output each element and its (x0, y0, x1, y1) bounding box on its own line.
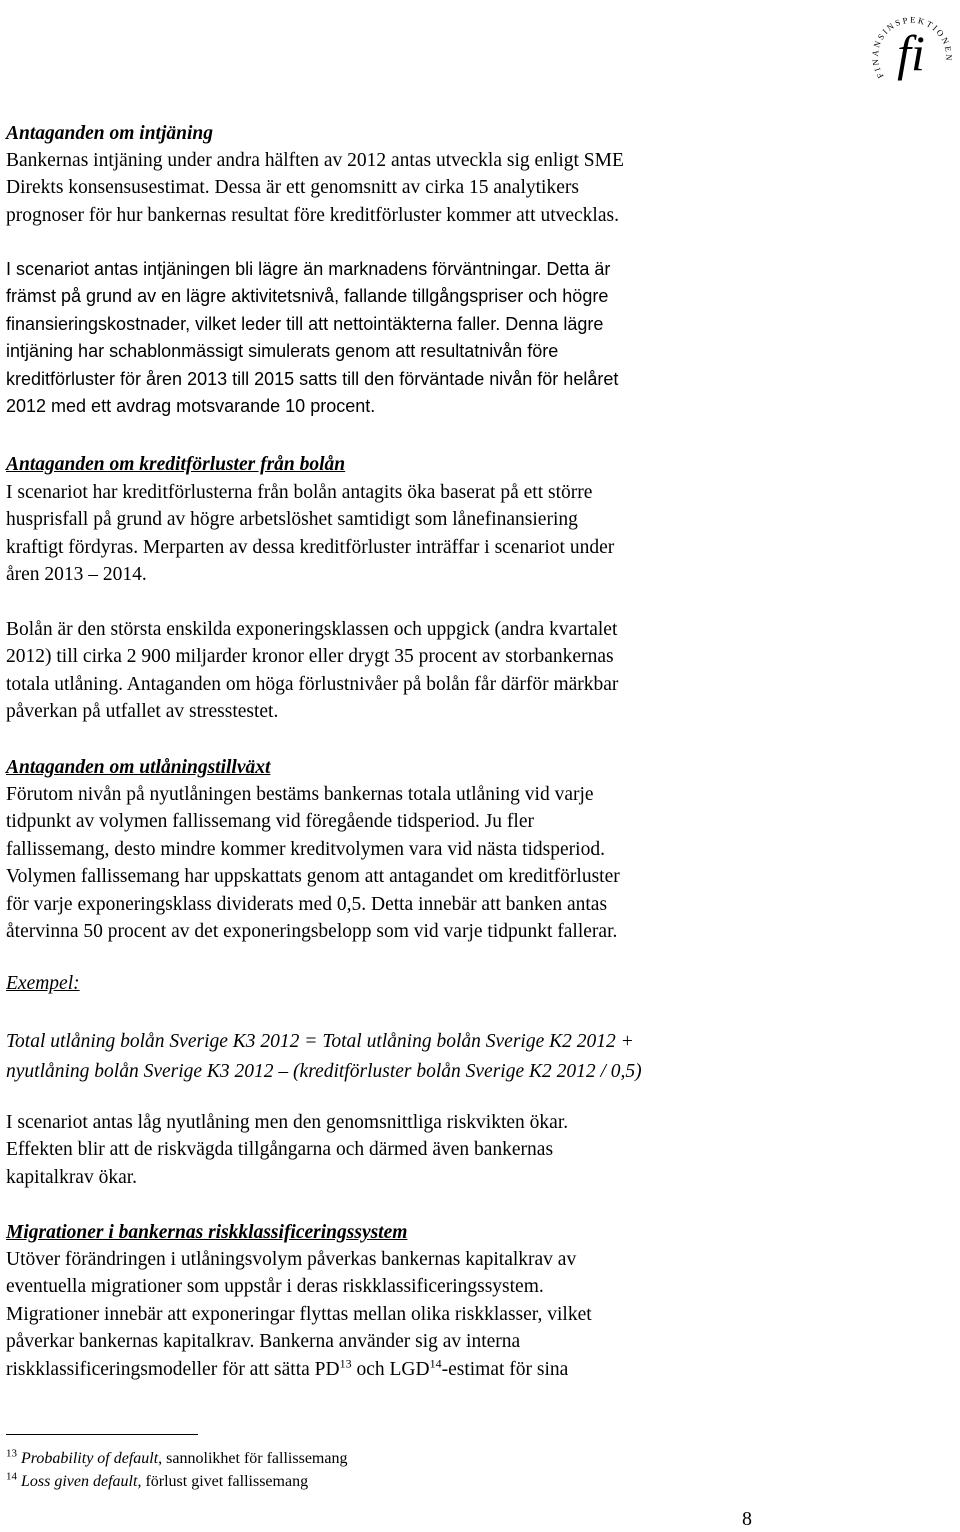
paragraph-migrationer-text: Utöver förändringen i utlåningsvolym påverkas bankernas kapitalkrav av eventuella migrationer som uppstår i deras riskklassificeringssystem. Migrationer innebär att exponeringar flyttas mellan olika riskklasser, vilket påverkar bankernas kapitalkrav. Bankerna använder sig av interna (6, 1249, 592, 1353)
paragraph-migrationer (6, 1246, 956, 1383)
footnote-13-text: , sannolikhet för fallissemang (158, 1450, 348, 1467)
paragraph-migrationer-last-mid: och LGD (351, 1358, 430, 1380)
footnote-14-text: , förlust givet fallissemang (137, 1473, 309, 1490)
paragraph-utlaningstillvaxt-1: Förutom nivån på nyutlåningen bestäms bankernas totala utlåning vid varje tidpunkt av volymen fallissemang vid föregående tidsperiod. Ju fler fallissemang, desto mindre kommer kreditvolymen vara vid nästa tidsperiod. Volymen fallissemang har uppskattats genom att antagandet om kreditförluster för varje exponeringsklass dividerats med 0,5. Detta innebär att banken antas återvinna 50 procent av det exponeringsbelopp som vid varje tidpunkt fallerar. (6, 784, 620, 943)
example-formula: Total utlåning bolån Sverige K3 2012 = Total utlåning bolån Sverige K2 2012 + nyutlåning bolån Sverige K3 2012 – (kreditförluster bolån Sverige K2 2012 / 0,5) (6, 1031, 642, 1082)
heading-utlaningstillvaxt: Antaganden om utlåningstillväxt (6, 757, 271, 778)
footnote-14-number: 14 (6, 1470, 17, 1483)
finansinspektionen-logo (868, 4, 954, 86)
heading-intjaning: Antaganden om intjäning (6, 123, 213, 144)
logo-arc-text: FINANSINSPEKTIONEN (869, 14, 954, 81)
paragraph-kreditforluster-1: I scenariot har kreditförlusterna från bolån antagits öka baserat på ett större husprisfall på grund av högre arbetslöshet samtidigt som lånefinansiering kraftigt fördyras. Merparten av dessa kreditförluster inträffar i scenariot under åren 2013 – 2014. (6, 482, 615, 586)
paragraph-utlaningstillvaxt-2: I scenariot antas låg nyutlåning men den genomsnittliga riskvikten ökar. Effekten blir att de riskvägda tillgångarna och därmed även bankernas kapitalkrav ökar. (6, 1112, 569, 1188)
footnote-divider (6, 1434, 198, 1435)
paragraph-kreditforluster-2: Bolån är den största enskilda exponeringsklassen och uppgick (andra kvartalet 2012) till cirka 2 900 miljarder kronor eller drygt 35 procent av storbankernas totala utlåning. Antaganden om höga förlustnivåer på bolån får därför märkbar påverkan på utfallet av stresstestet. (6, 619, 619, 723)
footnote-13 (6, 1449, 347, 1469)
footnote-14-term: Loss given default (21, 1473, 138, 1490)
heading-migrationer: Migrationer i bankernas riskklassificeringssystem (6, 1222, 408, 1243)
paragraph-intjaning-2: I scenariot antas intjäningen bli lägre än marknadens förväntningar. Detta är främst på grund av en lägre aktivitetsnivå, fallande tillgångspriser och högre finansieringskostnader, vilket leder till att nettointäkterna faller. Denna lägre intjäning har schablonmässigt simulerats genom att resultatnivån före kreditförluster för åren 2013 till 2015 satts till den förväntade nivån för helåret 2012 med ett avdrag motsvarande 10 procent. (6, 259, 619, 417)
paragraph-migrationer-last-end: -estimat för sina (441, 1358, 569, 1380)
paragraph-intjaning-1: Bankernas intjäning under andra hälften av 2012 antas utveckla sig enligt SME Direkts konsensusestimat. Dessa är ett genomsnitt av cirka 15 analytikers prognoser för hur bankernas resultat före kreditförluster kommer att utvecklas. (6, 150, 624, 226)
footnote-ref-13[interactable]: 13 (339, 1356, 352, 1371)
footnote-13-number: 13 (6, 1447, 17, 1460)
paragraph-migrationer-last-start: riskklassificeringsmodeller för att sätta PD (6, 1358, 340, 1380)
footnote-ref-14[interactable]: 14 (429, 1356, 442, 1371)
footnote-14 (6, 1472, 308, 1492)
logo-letters: fi (897, 25, 925, 81)
heading-kreditforluster: Antaganden om kreditförluster från bolån (6, 454, 346, 475)
footnote-13-term: Probability of default (21, 1450, 159, 1467)
page-number: 8 (742, 1508, 752, 1530)
example-label: Exempel: (6, 973, 80, 994)
